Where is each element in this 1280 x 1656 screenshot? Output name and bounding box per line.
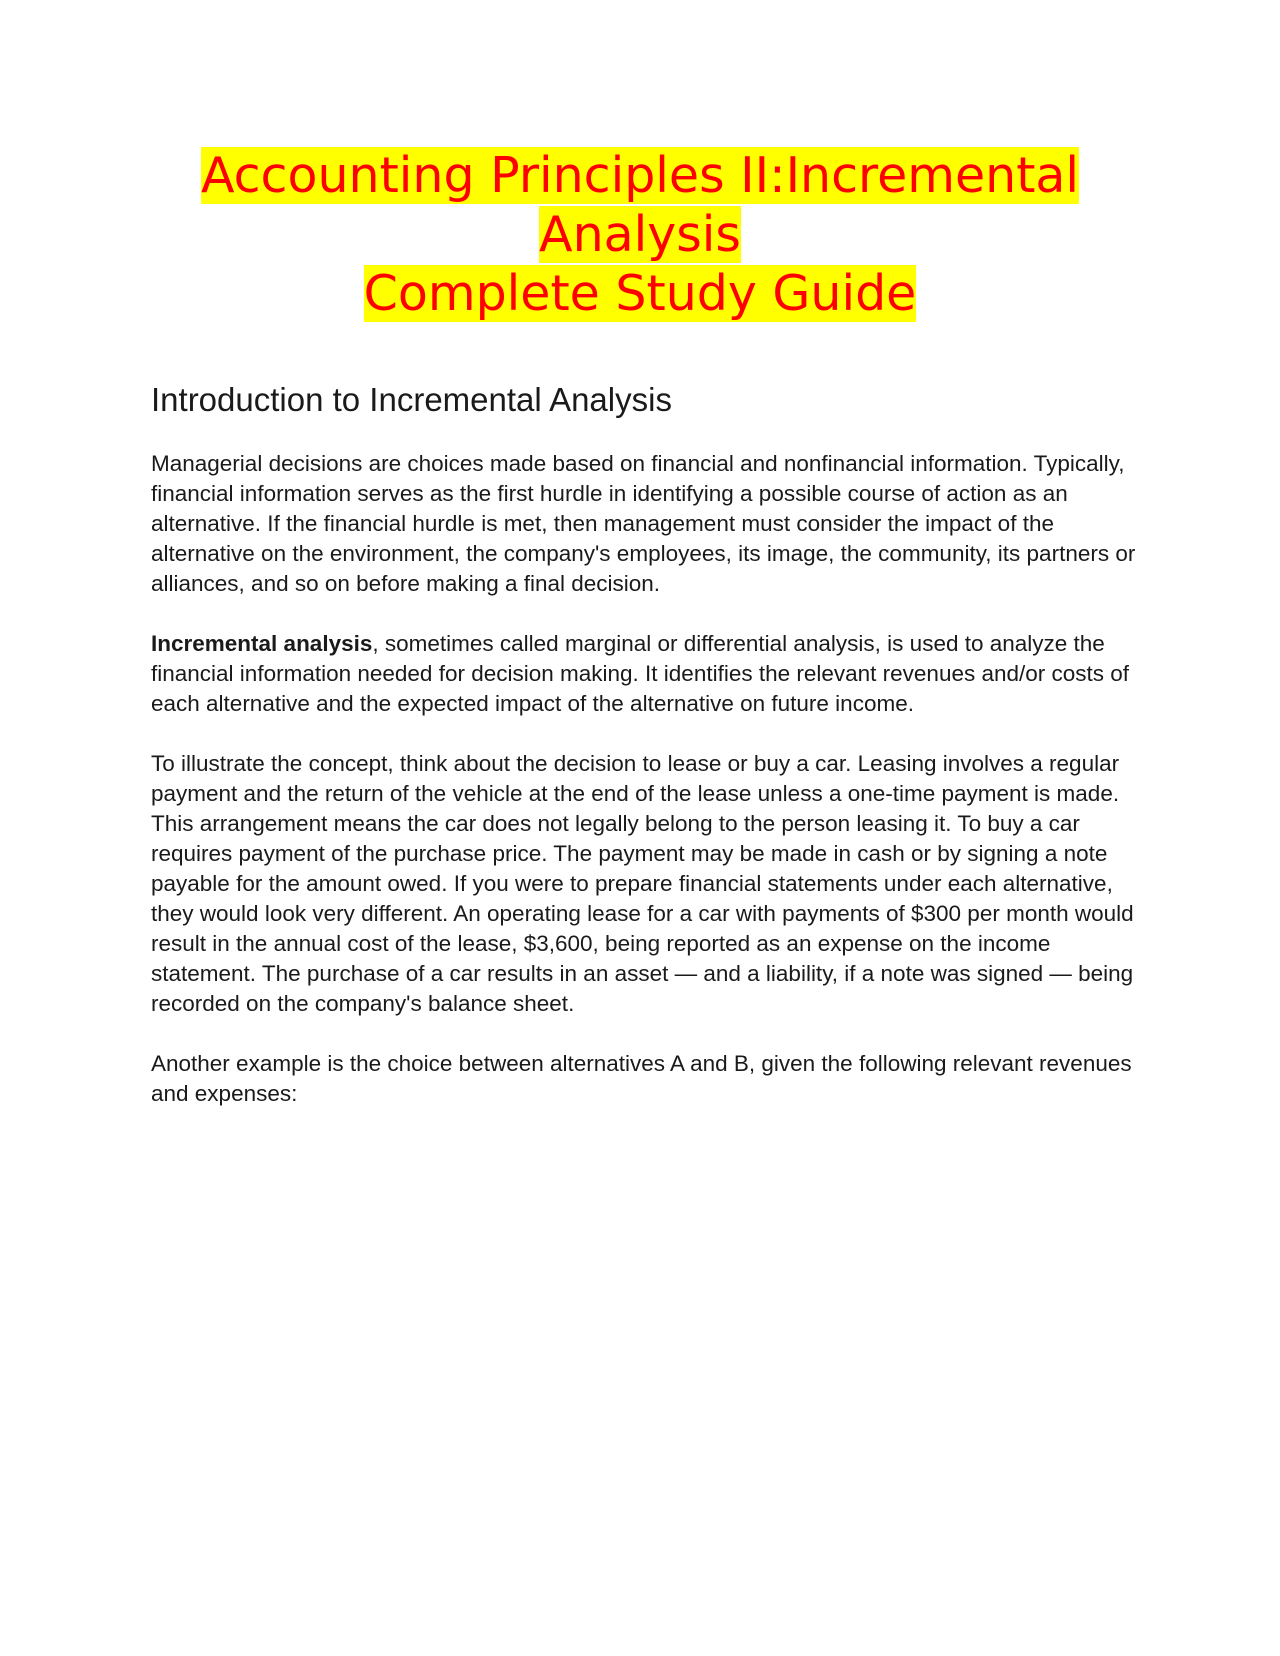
paragraph-1: Managerial decisions are choices made based on financial and nonfinancial information. Typically, financial information serves as the first hurdle in identifying a possible course of action as an alternative. If the financial hurdle is met, then management must consider the impact of the alternative on the environment, the company's employees, its image, the community, its partners or alliances, and so on before making a final decision.	[151, 451, 1136, 596]
section-heading: Introduction to Incremental Analysis	[151, 381, 672, 418]
title-line-1-part-1: Accounting Principles II:	[200, 147, 786, 204]
paragraph-2-text: , sometimes called marginal or differential analysis, is used to analyze the financial information needed for decision making. It identifies the relevant revenues and/or costs of each alternative and the expected impact of the alternative on future income.	[151, 631, 1130, 716]
title-line-3-text: Complete Study Guide	[363, 265, 917, 322]
paragraph-3: To illustrate the concept, think about the decision to lease or buy a car. Leasing involves a regular payment and the return of the vehicle at the end of the lease unless a one-time payment is made. This arrangement means the car does not legally belong to the person leasing it. To buy a car requires payment of the purchase price. The payment may be made in cash or by signing a note payable for the amount owed. If you were to prepare financial statements under each alternative, they would look very different. An operating lease for a car with payments of $300 per month would result in the annual cost of the lease, $3,600, being reported as an expense on the income statement. The purchase of a car results in an asset — and a liability, if a note was signed — being recorded on the company's balance sheet.	[151, 751, 1134, 1016]
title-line-2-text: Analysis	[539, 206, 741, 263]
paragraph-2	[151, 629, 1161, 719]
title-line-1-part-2: Incremental	[785, 147, 1080, 204]
document-body	[151, 380, 1161, 1139]
title-line-1	[120, 146, 1160, 205]
paragraph-2-bold-term: Incremental analysis	[151, 631, 373, 656]
document-title	[120, 146, 1160, 323]
title-line-3	[120, 264, 1160, 323]
title-line-2	[120, 205, 1160, 264]
paragraph-4: Another example is the choice between alternatives A and B, given the following relevant revenues and expenses:	[151, 1051, 1132, 1106]
